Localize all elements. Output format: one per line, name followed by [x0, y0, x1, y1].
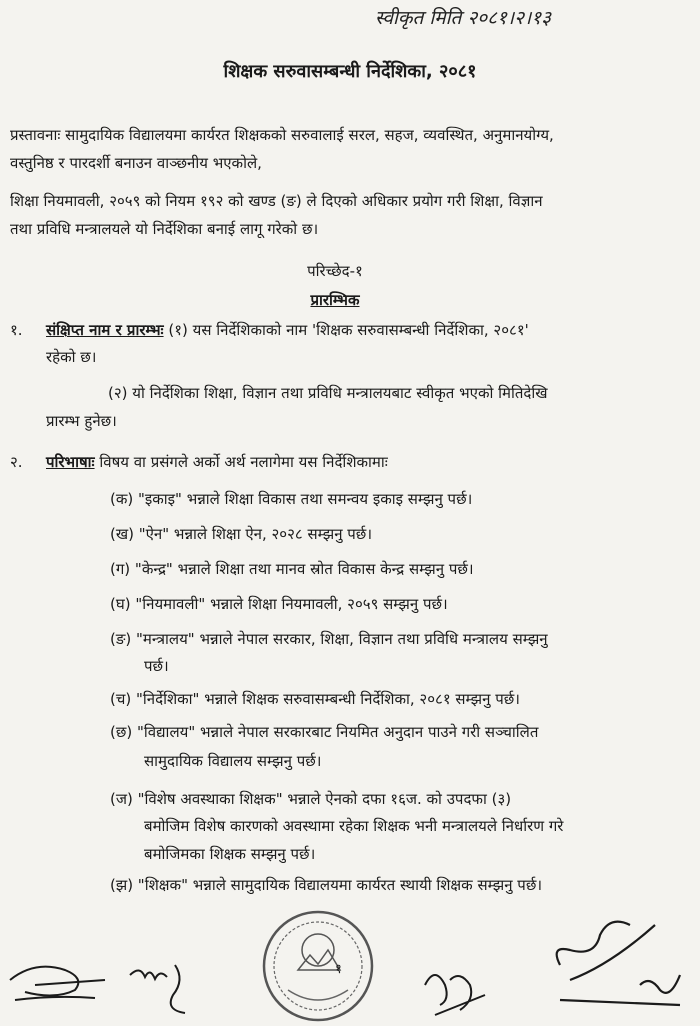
page-number: १: [335, 962, 342, 977]
definition-ja-line-2: बमोजिम विशेष कारणको अवस्थामा रहेका शिक्षक भनी मन्त्रालयले निर्धारण गरे: [144, 817, 564, 835]
preamble-label: प्रस्तावनाः: [10, 126, 61, 144]
preamble-line-3: शिक्षा नियमावली, २०५९ को नियम १९२ को खण्ड (ङ) ले दिएको अधिकार प्रयोग गरी शिक्षा, विज्ञान: [10, 192, 543, 210]
definition-gha: (घ) "नियमावली" भन्नाले शिक्षा नियमावली, २०५९ सम्झनु पर्छ।: [110, 595, 448, 613]
definition-jha: (झ) "शिक्षक" भन्नाले सामुदायिक विद्यालयमा कार्यरत स्थायी शिक्षक सम्झनु पर्छ।: [110, 876, 543, 894]
definition-nga-line-2: पर्छ।: [144, 657, 169, 675]
definition-cha: (च) "निर्देशिका" भन्नाले शिक्षक सरुवासम्बन्धी निर्देशिका, २०८१ सम्झनु पर्छ।: [110, 690, 520, 708]
definition-ka: (क) "इकाइ" भन्नाले शिक्षा विकास तथा समन्वय इकाइ सम्झनु पर्छ।: [110, 490, 473, 508]
definition-ga: (ग) "केन्द्र" भन्नाले शिक्षा तथा मानव स्रोत विकास केन्द्र सम्झनु पर्छ।: [110, 560, 474, 578]
signature-3-icon: [415, 955, 495, 1020]
chapter-number: परिच्छेद-१: [307, 262, 363, 280]
section-1-text-1: (१) यस निर्देशिकाको नाम 'शिक्षक सरुवासम्बन्धी निर्देशिका, २०८१': [168, 321, 529, 339]
section-1-line-4: प्रारम्भ हुनेछ।: [46, 412, 117, 430]
handwritten-approval-date: स्वीकृत मिति २०८१।२।१३: [375, 7, 551, 29]
preamble-line-1: [10, 125, 554, 145]
signature-2-icon: [125, 955, 205, 1015]
signature-4-icon: [540, 905, 690, 1020]
section-1-line-3: (२) यो निर्देशिका शिक्षा, विज्ञान तथा प्रविधि मन्त्रालयबाट स्वीकृत भएको मितिदेखि: [108, 384, 548, 402]
definition-nga-line-1: (ङ) "मन्त्रालय" भन्नाले नेपाल सरकार, शिक्षा, विज्ञान तथा प्रविधि मन्त्रालय सम्झनु: [110, 630, 548, 648]
section-2-line-1: [46, 452, 388, 472]
section-1-line-2: रहेको छ।: [46, 348, 97, 366]
definition-kha: (ख) "ऐन" भन्नाले शिक्षा ऐन, २०२८ सम्झनु पर्छ।: [110, 525, 373, 543]
section-1-line-1: [46, 320, 529, 340]
section-2-number: २.: [10, 453, 23, 471]
definition-chha-line-2: सामुदायिक विद्यालय सम्झनु पर्छ।: [144, 752, 322, 770]
document-title: शिक्षक सरुवासम्बन्धी निर्देशिका, २०८१: [223, 61, 477, 82]
preamble-line-4: तथा प्रविधि मन्त्रालयले यो निर्देशिका बनाई लागू गरेको छ।: [10, 220, 319, 238]
definition-ja-line-1: (ज) "विशेष अवस्थाका शिक्षक" भन्नाले ऐनको दफा १६ज. को उपदफा (३): [110, 790, 512, 808]
definition-chha-line-1: (छ) "विद्यालय" भन्नाले नेपाल सरकारबाट नियमित अनुदान पाउने गरी सञ्चालित: [110, 723, 539, 741]
section-2-heading: परिभाषाः: [46, 453, 95, 471]
section-2-text: विषय वा प्रसंगले अर्को अर्थ नलागेमा यस निर्देशिकामाः: [99, 453, 388, 471]
section-1-heading: संक्षिप्त नाम र प्रारम्भः: [46, 321, 164, 339]
preamble-text-1: सामुदायिक विद्यालयमा कार्यरत शिक्षकको सरुवालाई सरल, सहज, व्यवस्थित, अनुमानयोग्य,: [65, 126, 554, 144]
signature-1-icon: [5, 950, 115, 1010]
chapter-name: प्रारम्भिक: [310, 291, 360, 309]
definition-ja-line-3: बमोजिमका शिक्षक सम्झनु पर्छ।: [144, 845, 316, 863]
ministry-seal-icon: [258, 900, 378, 1026]
section-1-number: १.: [10, 321, 23, 339]
preamble-line-2: वस्तुनिष्ठ र पारदर्शी बनाउन वाञ्छनीय भएकोले,: [10, 154, 262, 172]
